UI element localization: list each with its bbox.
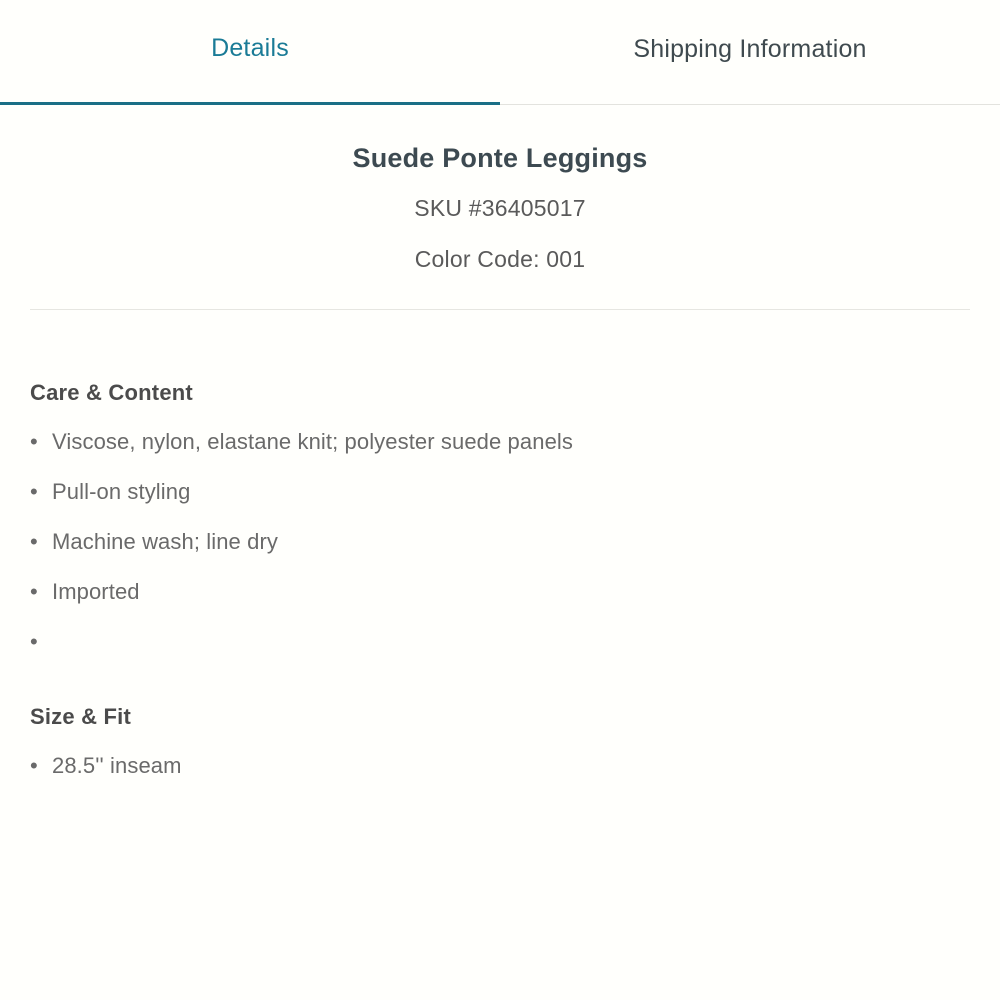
product-color-code: Color Code: 001 [414,246,586,272]
care-and-content-list [30,430,970,656]
bullet-icon: • [30,579,38,604]
tab-details-label: Details [211,33,289,62]
tab-shipping-information[interactable] [500,0,1000,105]
bullet-icon: • [30,529,38,554]
list-item [30,580,970,606]
list-item-label: Machine wash; line dry [52,529,278,554]
list-item [30,630,970,656]
list-item [30,480,970,506]
tab-shipping-information-label: Shipping Information [633,34,867,63]
list-item-label: Imported [52,579,140,604]
details-sections [0,380,1000,780]
list-item [30,430,970,456]
section-divider [30,309,970,310]
list-item-label: Pull-on styling [52,479,191,504]
section-size-and-fit [30,704,970,780]
bullet-icon: • [30,479,38,504]
size-and-fit-list [30,754,970,780]
section-title: Care & Content [30,380,193,405]
product-sku: SKU #36405017 [414,195,586,221]
bullet-icon: • [30,429,38,454]
product-title: Suede Ponte Leggings [352,143,648,173]
bullet-icon: • [30,753,38,778]
list-item-label: 28.5'' inseam [52,753,182,778]
bullet-icon: • [30,629,38,654]
product-header [0,105,1000,273]
list-item-label: Viscose, nylon, elastane knit; polyester suede panels [52,429,573,454]
list-item [30,530,970,556]
tab-details[interactable] [0,0,500,105]
section-care-and-content [30,380,970,656]
tab-bar [0,0,1000,105]
list-item [30,754,970,780]
section-title: Size & Fit [30,704,132,729]
